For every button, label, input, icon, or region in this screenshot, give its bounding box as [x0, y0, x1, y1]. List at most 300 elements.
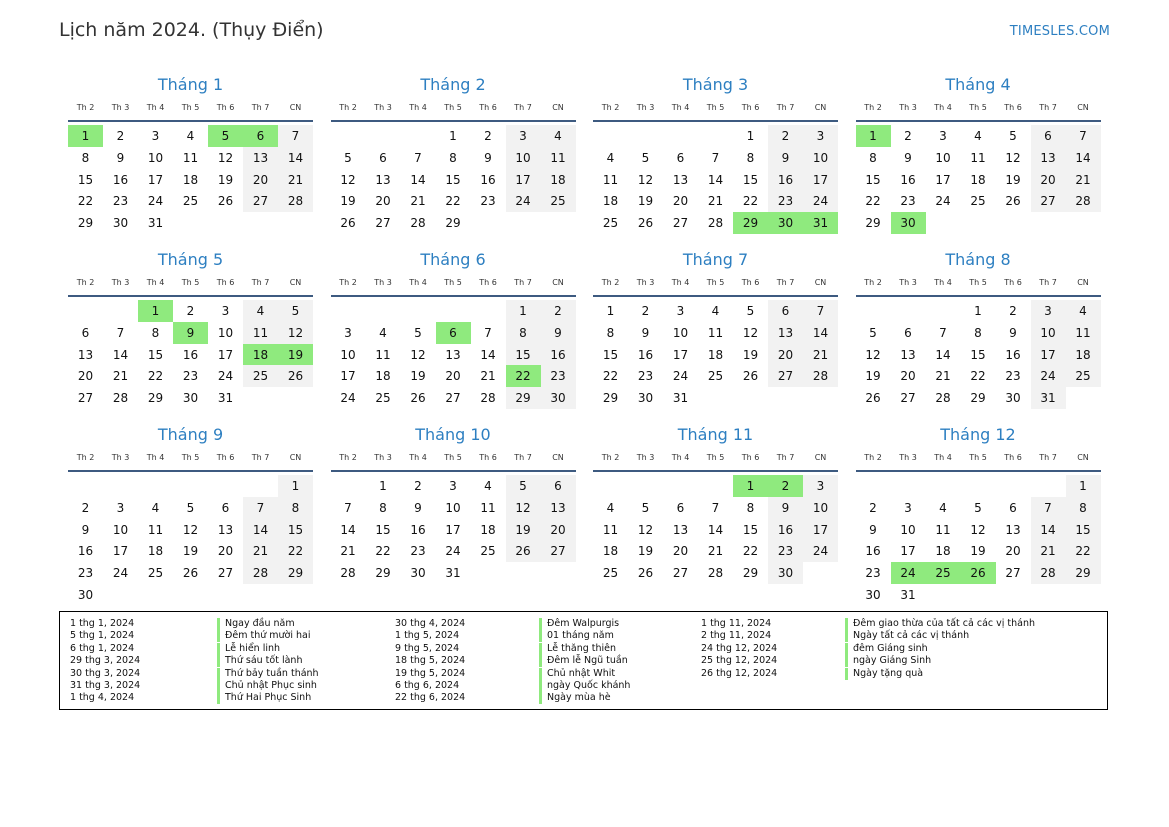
day-cell: 10	[803, 497, 838, 519]
day-cell: 6	[904, 325, 912, 340]
day-cell: 6	[1031, 125, 1066, 147]
weekday-label: Th 5	[706, 103, 725, 112]
day-cell: 9	[768, 147, 803, 169]
day-cell: 28	[278, 190, 313, 212]
legend-holiday-name: 01 tháng năm	[539, 630, 614, 642]
day-grid	[856, 475, 1101, 602]
day-cell: 24	[935, 194, 951, 209]
weekday-label: Th 6	[1004, 278, 1022, 287]
legend-holiday-name: Ngày tặng quà	[845, 668, 923, 680]
legend-holiday-name: Đêm thứ mười hai	[217, 630, 311, 642]
day-cell: 17	[935, 172, 951, 187]
legend-date: 1 thg 5, 2024	[395, 630, 460, 642]
day-cell: 3	[1031, 300, 1066, 322]
legend-date: 9 thg 5, 2024	[395, 642, 460, 654]
weekday-label: Th 2	[339, 453, 357, 462]
month-title: Tháng 4	[945, 75, 1011, 94]
weekday-label: Th 2	[339, 278, 357, 287]
weekday-header	[68, 275, 313, 297]
holiday-cell: 6	[436, 322, 471, 344]
weekday-label: Th 2	[601, 453, 620, 462]
day-cell: 11	[375, 347, 391, 362]
day-cell: 29	[445, 216, 461, 231]
day-cell: 28	[935, 391, 951, 406]
day-cell: 20	[1005, 544, 1021, 559]
day-cell: 2	[484, 129, 492, 143]
month-title: Tháng 7	[682, 250, 749, 269]
day-grid	[331, 300, 576, 410]
day-cell: 26	[182, 566, 199, 581]
day-grid	[68, 300, 313, 410]
day-cell: 14	[410, 172, 426, 187]
legend-holiday-name: Chủ nhật Whit	[539, 668, 615, 680]
day-cell: 16	[768, 169, 803, 191]
weekday-label: Th 4	[146, 453, 165, 462]
day-cell: 21	[410, 194, 426, 209]
day-grid	[593, 300, 838, 410]
day-cell: 4	[1066, 300, 1101, 322]
day-cell: 5	[506, 475, 541, 497]
weekday-label: CN	[1077, 278, 1089, 287]
day-cell: 25	[480, 544, 496, 559]
day-cell: 26	[865, 391, 881, 406]
day-cell: 30	[410, 566, 426, 581]
day-cell: 19	[865, 369, 881, 384]
day-cell: 3	[151, 129, 160, 143]
day-cell: 31	[445, 566, 461, 581]
day-cell: 3	[116, 500, 125, 515]
day-cell: 18	[602, 194, 619, 209]
day-cell: 9	[414, 500, 422, 515]
day-cell: 30	[77, 588, 94, 602]
legend-holiday-name: Đêm Walpurgis	[539, 618, 619, 630]
weekday-label: Th 6	[1004, 103, 1022, 112]
day-cell: 22	[1066, 540, 1101, 562]
day-cell: 20	[672, 544, 689, 559]
day-cell: 10	[935, 150, 951, 165]
day-cell: 1	[746, 129, 755, 143]
day-cell: 12	[278, 322, 313, 344]
page-title: Lịch năm 2024. (Thụy Điển)	[59, 19, 324, 41]
day-cell: 16	[637, 347, 654, 362]
day-cell: 1	[379, 479, 387, 493]
month-title: Tháng 1	[157, 75, 224, 94]
day-cell: 9	[484, 150, 492, 165]
day-cell: 27	[375, 216, 391, 231]
day-cell: 3	[221, 304, 230, 318]
holiday-cell: 1	[138, 300, 173, 322]
weekday-label: CN	[1077, 103, 1089, 112]
legend-holiday-name: ngày Quốc khánh	[539, 680, 630, 692]
day-cell: 5	[974, 500, 982, 515]
legend-holiday-name: Ngày mùa hè	[539, 692, 611, 704]
day-cell: 27	[1031, 190, 1066, 212]
day-cell: 7	[1066, 125, 1101, 147]
legend-holiday-name: Ngày tất cả các vị thánh	[845, 630, 969, 642]
weekday-label: Th 2	[601, 278, 620, 287]
weekday-label: Th 7	[1039, 103, 1057, 112]
day-cell: 9	[81, 522, 90, 537]
day-cell: 13	[1031, 147, 1066, 169]
day-cell: 15	[742, 522, 759, 537]
month-10	[331, 424, 576, 585]
legend-holiday-name: Lễ hiển linh	[217, 643, 280, 655]
day-cell: 18	[707, 347, 724, 362]
weekday-label: Th 5	[969, 278, 987, 287]
day-cell: 9	[641, 325, 650, 340]
day-cell: 18	[541, 169, 576, 191]
day-cell: 12	[865, 347, 881, 362]
weekday-label: Th 4	[671, 103, 690, 112]
day-cell: 23	[768, 540, 803, 562]
day-cell: 22	[445, 194, 461, 209]
day-cell: 26	[637, 216, 654, 231]
month-title: Tháng 5	[157, 250, 224, 269]
month-5	[68, 249, 313, 410]
day-cell: 3	[939, 129, 947, 143]
day-cell: 11	[182, 150, 199, 165]
weekday-label: Th 5	[181, 103, 200, 112]
day-cell: 8	[974, 325, 982, 340]
weekday-label: CN	[289, 453, 302, 462]
day-cell: 14	[1066, 147, 1101, 169]
day-cell: 7	[803, 300, 838, 322]
day-cell: 4	[711, 304, 720, 318]
day-cell: 13	[217, 522, 234, 537]
holiday-legend	[59, 611, 1108, 710]
holiday-cell: 22	[506, 365, 541, 387]
month-8	[856, 249, 1101, 410]
legend-holiday-name: Thứ sáu tốt lành	[217, 655, 302, 667]
day-cell: 3	[676, 304, 685, 318]
holiday-cell: 5	[208, 125, 243, 147]
weekday-label: Th 4	[934, 278, 952, 287]
month-title: Tháng 11	[677, 425, 754, 444]
day-cell: 5	[278, 300, 313, 322]
day-cell: 30	[768, 562, 803, 584]
legend-date: 26 thg 12, 2024	[701, 667, 778, 679]
day-cell: 23	[410, 544, 426, 559]
day-cell: 25	[970, 194, 986, 209]
day-cell: 20	[1031, 169, 1066, 191]
day-cell: 27	[243, 190, 278, 212]
weekday-label: Th 5	[444, 453, 462, 462]
legend-date: 24 thg 12, 2024	[701, 642, 778, 654]
weekday-label: CN	[552, 103, 564, 112]
day-cell: 12	[1005, 150, 1021, 165]
day-cell: 29	[147, 391, 164, 406]
day-cell: 25	[541, 190, 576, 212]
day-cell: 24	[1031, 365, 1066, 387]
day-cell: 17	[217, 347, 234, 362]
weekday-header	[331, 450, 576, 472]
day-cell: 18	[1066, 344, 1101, 366]
day-cell: 20	[217, 544, 234, 559]
weekday-label: Th 6	[216, 278, 235, 287]
day-cell: 14	[112, 347, 129, 362]
day-cell: 10	[506, 147, 541, 169]
day-cell: 10	[672, 325, 689, 340]
day-cell: 2	[904, 129, 912, 143]
day-cell: 26	[506, 540, 541, 562]
holiday-cell: 30	[768, 212, 803, 234]
day-cell: 6	[221, 500, 230, 515]
day-cell: 17	[803, 169, 838, 191]
day-cell: 23	[900, 194, 916, 209]
day-cell: 8	[151, 325, 160, 340]
day-cell: 18	[970, 172, 986, 187]
weekday-label: CN	[814, 278, 827, 287]
day-cell: 17	[506, 169, 541, 191]
month-11	[593, 424, 838, 585]
day-cell: 11	[707, 325, 724, 340]
day-cell: 3	[803, 475, 838, 497]
day-grid	[593, 125, 838, 235]
day-cell: 27	[445, 391, 461, 406]
day-cell: 8	[278, 497, 313, 519]
weekday-label: Th 2	[864, 103, 882, 112]
day-grid	[68, 475, 313, 602]
day-cell: 23	[112, 194, 129, 209]
day-cell: 3	[904, 500, 912, 515]
month-6	[331, 249, 576, 410]
day-cell: 27	[541, 540, 576, 562]
day-cell: 28	[1066, 190, 1101, 212]
day-cell: 13	[1005, 522, 1021, 537]
weekday-label: Th 5	[706, 278, 725, 287]
weekday-label: Th 6	[216, 103, 235, 112]
day-cell: 31	[1031, 387, 1066, 409]
day-cell: 24	[803, 190, 838, 212]
day-cell: 28	[707, 566, 724, 581]
weekday-label: Th 6	[479, 453, 497, 462]
day-cell: 2	[641, 304, 650, 318]
day-cell: 24	[112, 566, 129, 581]
weekday-label: Th 3	[111, 453, 130, 462]
day-cell: 19	[742, 347, 759, 362]
day-cell: 4	[484, 479, 492, 493]
day-cell: 19	[637, 194, 654, 209]
day-cell: 12	[217, 150, 234, 165]
day-cell: 7	[344, 500, 352, 515]
month-title: Tháng 12	[940, 425, 1016, 444]
day-cell: 4	[243, 300, 278, 322]
day-cell: 19	[1005, 172, 1021, 187]
day-cell: 25	[182, 194, 199, 209]
day-cell: 30	[1005, 391, 1021, 406]
day-cell: 29	[1066, 562, 1101, 584]
day-cell: 11	[243, 322, 278, 344]
day-cell: 15	[970, 347, 986, 362]
day-cell: 27	[217, 566, 234, 581]
day-cell: 9	[768, 497, 803, 519]
day-cell: 22	[602, 369, 619, 384]
day-cell: 14	[1031, 519, 1066, 541]
day-cell: 5	[414, 325, 422, 340]
day-cell: 2	[81, 500, 90, 515]
legend-holiday-name: đêm Giáng sinh	[845, 643, 928, 655]
day-cell: 26	[1005, 194, 1021, 209]
day-cell: 8	[81, 150, 90, 165]
day-cell: 13	[375, 172, 391, 187]
day-cell: 22	[970, 369, 986, 384]
month-1	[68, 74, 313, 235]
month-title: Tháng 8	[945, 250, 1011, 269]
day-cell: 29	[742, 566, 759, 581]
day-cell: 8	[746, 500, 755, 515]
day-cell: 28	[112, 391, 129, 406]
day-cell: 25	[602, 216, 619, 231]
day-cell: 6	[676, 500, 685, 515]
month-title: Tháng 2	[420, 75, 486, 94]
brand-link[interactable]: TIMESLES.COM	[1009, 24, 1110, 39]
weekday-label: Th 3	[899, 103, 917, 112]
day-cell: 28	[480, 391, 496, 406]
weekday-label: Th 3	[636, 453, 655, 462]
day-cell: 11	[970, 150, 986, 165]
weekday-label: Th 7	[1039, 453, 1057, 462]
day-cell: 13	[672, 172, 689, 187]
day-cell: 18	[182, 172, 199, 187]
day-cell: 2	[541, 300, 576, 322]
weekday-label: Th 5	[444, 278, 462, 287]
day-grid	[331, 125, 576, 235]
legend-date: 25 thg 12, 2024	[701, 655, 778, 667]
day-cell: 23	[637, 369, 654, 384]
day-cell: 21	[707, 194, 724, 209]
day-cell: 2	[768, 125, 803, 147]
legend-holiday-name: Chủ nhật Phục sinh	[217, 680, 317, 692]
day-cell: 19	[340, 194, 356, 209]
day-cell: 14	[243, 519, 278, 541]
weekday-label: Th 4	[409, 278, 427, 287]
day-cell: 18	[480, 522, 496, 537]
weekday-label: Th 2	[864, 453, 882, 462]
day-cell: 24	[217, 369, 234, 384]
day-cell: 2	[1009, 304, 1017, 318]
day-cell: 31	[900, 588, 916, 602]
legend-date: 6 thg 6, 2024	[395, 680, 460, 691]
day-cell: 16	[865, 544, 881, 559]
day-cell: 14	[707, 522, 724, 537]
day-cell: 5	[186, 500, 195, 515]
legend-date: 1 thg 11, 2024	[701, 618, 772, 629]
day-cell: 1	[606, 304, 615, 318]
weekday-label: Th 6	[741, 278, 760, 287]
weekday-header	[593, 275, 838, 297]
day-cell: 26	[410, 391, 426, 406]
day-cell: 11	[602, 522, 619, 537]
weekday-label: Th 5	[969, 103, 987, 112]
day-cell: 2	[116, 129, 125, 143]
day-cell: 9	[904, 150, 912, 165]
day-cell: 6	[379, 150, 387, 165]
weekday-label: Th 7	[776, 278, 795, 287]
weekday-label: Th 3	[636, 103, 655, 112]
weekday-label: Th 5	[181, 278, 200, 287]
day-grid	[68, 125, 313, 235]
day-cell: 5	[641, 150, 650, 165]
day-cell: 18	[602, 544, 619, 559]
day-cell: 7	[711, 150, 720, 165]
day-cell: 9	[869, 522, 877, 537]
day-cell: 21	[707, 544, 724, 559]
month-7	[593, 249, 838, 410]
day-cell: 30	[865, 588, 881, 602]
legend-date: 19 thg 5, 2024	[395, 667, 466, 679]
day-cell: 8	[746, 150, 755, 165]
day-cell: 22	[375, 544, 391, 559]
weekday-label: Th 2	[76, 103, 95, 112]
day-cell: 29	[278, 562, 313, 584]
weekday-header	[331, 100, 576, 122]
day-cell: 27	[77, 391, 94, 406]
day-cell: 20	[375, 194, 391, 209]
weekday-label: CN	[814, 453, 827, 462]
day-cell: 11	[147, 522, 164, 537]
day-cell: 13	[541, 497, 576, 519]
day-cell: 12	[742, 325, 759, 340]
day-cell: 28	[1031, 562, 1066, 584]
month-4	[856, 74, 1101, 235]
day-cell: 30	[541, 387, 576, 409]
day-cell: 15	[445, 172, 461, 187]
weekday-label: Th 3	[374, 103, 392, 112]
weekday-label: Th 3	[111, 278, 130, 287]
day-cell: 22	[742, 194, 759, 209]
weekday-header	[593, 450, 838, 472]
weekday-label: Th 5	[444, 103, 462, 112]
weekday-label: Th 2	[864, 278, 882, 287]
weekday-label: Th 3	[899, 453, 917, 462]
holiday-cell: 1	[733, 475, 768, 497]
day-cell: 16	[410, 522, 426, 537]
day-cell: 3	[344, 325, 352, 340]
weekday-label: Th 6	[1004, 453, 1022, 462]
day-cell: 12	[410, 347, 426, 362]
day-cell: 16	[1005, 347, 1021, 362]
day-cell: 25	[1066, 365, 1101, 387]
day-cell: 22	[77, 194, 94, 209]
weekday-label: Th 4	[146, 103, 165, 112]
day-cell: 7	[939, 325, 947, 340]
weekday-label: Th 5	[181, 453, 200, 462]
day-cell: 21	[480, 369, 496, 384]
day-cell: 12	[506, 497, 541, 519]
day-cell: 16	[900, 172, 916, 187]
day-cell: 3	[506, 125, 541, 147]
day-cell: 16	[480, 172, 496, 187]
day-cell: 23	[480, 194, 496, 209]
month-3	[593, 74, 838, 235]
weekday-label: Th 7	[251, 453, 270, 462]
day-cell: 28	[410, 216, 426, 231]
day-cell: 4	[974, 129, 982, 143]
day-cell: 1	[506, 300, 541, 322]
day-cell: 20	[243, 169, 278, 191]
day-cell: 7	[243, 497, 278, 519]
day-cell: 19	[217, 172, 234, 187]
day-cell: 20	[672, 194, 689, 209]
day-cell: 26	[278, 365, 313, 387]
day-cell: 28	[707, 216, 724, 231]
day-cell: 30	[182, 391, 199, 406]
weekday-header	[856, 100, 1101, 122]
day-cell: 2	[186, 304, 195, 318]
day-cell: 27	[672, 566, 689, 581]
day-cell: 7	[1031, 497, 1066, 519]
day-grid	[856, 125, 1101, 235]
